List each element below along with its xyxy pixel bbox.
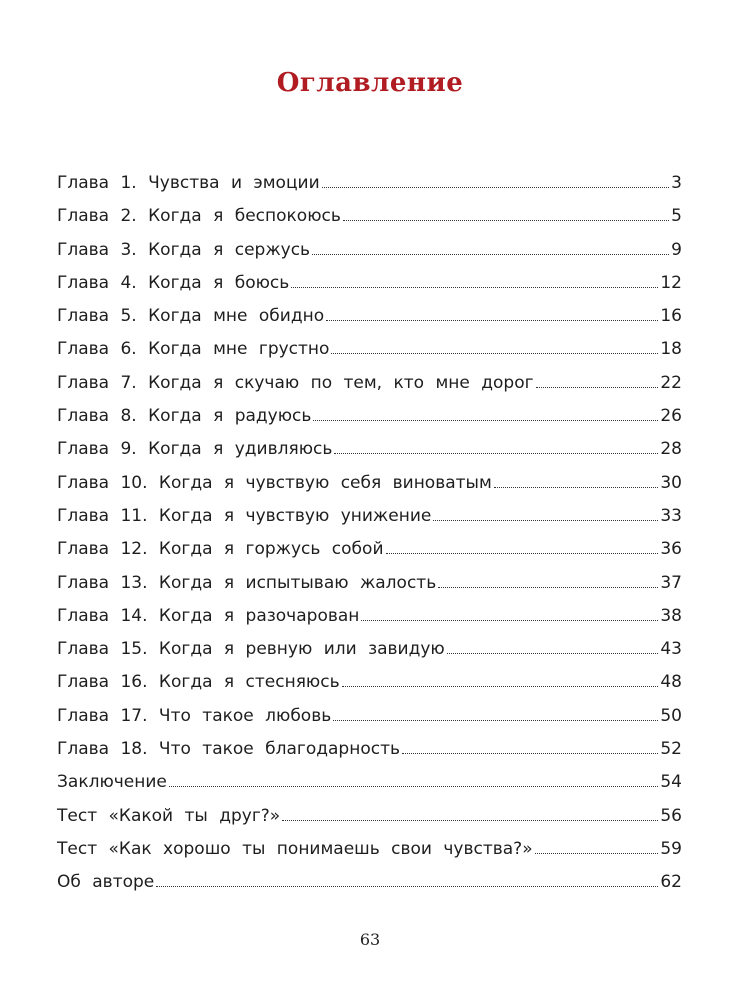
- toc-entry-page: 36: [660, 539, 682, 560]
- dot-leader: [156, 873, 658, 887]
- toc-entry-title: Глава 11. Когда я чувствую унижение: [57, 505, 432, 526]
- toc-entry: [57, 606, 682, 639]
- toc-entry-page: 59: [660, 838, 682, 859]
- toc-entry-title: Глава 3. Когда я сержусь: [57, 239, 311, 260]
- toc-entry-title: Глава 16. Когда я стесняюсь: [57, 672, 340, 693]
- toc-entry: [57, 206, 682, 239]
- dot-leader: [536, 374, 659, 388]
- dot-leader: [386, 540, 659, 554]
- toc-entry-title: Глава 8. Когда я радуюсь: [57, 406, 312, 427]
- dot-leader: [312, 241, 669, 255]
- dot-leader: [334, 440, 658, 454]
- toc-entry-page: 38: [660, 605, 682, 626]
- toc-entry-title: Глава 7. Когда я скучаю по тем, кто мне дорог: [57, 372, 534, 393]
- toc-entry-page: 37: [660, 572, 682, 593]
- toc-entry-title: Глава 4. Когда я боюсь: [57, 272, 290, 293]
- toc-entry-title: Глава 10. Когда я чувствую себя виноватым: [57, 472, 492, 493]
- dot-leader: [322, 174, 670, 188]
- toc-entry: [57, 439, 682, 472]
- toc-entry-page: 54: [660, 772, 682, 793]
- dot-leader: [361, 607, 658, 621]
- toc-entry-title: Тест «Какой ты друг?»: [57, 805, 281, 826]
- dot-leader: [333, 707, 658, 721]
- toc-entry: [57, 506, 682, 539]
- toc-entry: [57, 373, 682, 406]
- toc-entry-page: 56: [660, 805, 682, 826]
- toc-entry: [57, 872, 682, 905]
- toc-entry-title: Глава 13. Когда я испытываю жалость: [57, 572, 437, 593]
- dot-leader: [447, 640, 659, 654]
- toc-entry-page: 62: [660, 872, 682, 893]
- toc-entry-title: Тест «Как хорошо ты понимаешь свои чувства?»: [57, 838, 533, 859]
- toc-entry-title: Глава 18. Что такое благодарность: [57, 739, 400, 760]
- toc-entry-page: 26: [660, 406, 682, 427]
- toc-entry-page: 16: [660, 306, 682, 327]
- toc-entry: [57, 672, 682, 705]
- toc-entry-page: 43: [660, 639, 682, 660]
- dot-leader: [291, 274, 658, 288]
- dot-leader: [343, 207, 669, 221]
- dot-leader: [433, 507, 658, 521]
- toc-entry-page: 28: [660, 439, 682, 460]
- toc-entry-title: Глава 9. Когда я удивляюсь: [57, 439, 333, 460]
- toc-entry: [57, 539, 682, 572]
- toc-entry-page: 52: [660, 739, 682, 760]
- table-of-contents: [57, 173, 682, 906]
- toc-entry: [57, 772, 682, 805]
- toc-entry-title: Заключение: [57, 772, 167, 793]
- toc-entry: [57, 639, 682, 672]
- dot-leader: [169, 773, 658, 787]
- dot-leader: [402, 740, 658, 754]
- toc-entry-page: 3: [671, 173, 682, 193]
- toc-entry-page: 30: [660, 472, 682, 493]
- toc-entry-title: Глава 5. Когда мне обидно: [57, 306, 325, 327]
- toc-entry: [57, 839, 682, 872]
- toc-entry-title: Глава 12. Когда я горжусь собой: [57, 539, 384, 560]
- toc-entry-page: 12: [660, 272, 682, 293]
- toc-entry: [57, 573, 682, 606]
- dot-leader: [535, 840, 659, 854]
- toc-entry-page: 48: [660, 672, 682, 693]
- page-number: 63: [359, 930, 381, 949]
- toc-entry: [57, 339, 682, 372]
- dot-leader: [331, 340, 658, 354]
- dot-leader: [313, 407, 658, 421]
- toc-entry-page: 5: [671, 206, 682, 227]
- toc-entry: [57, 406, 682, 439]
- page-title: Оглавление: [276, 68, 464, 98]
- toc-entry-title: Глава 1. Чувства и эмоции: [57, 173, 320, 193]
- dot-leader: [342, 673, 659, 687]
- toc-entry: [57, 739, 682, 772]
- dot-leader: [494, 474, 659, 488]
- toc-entry: [57, 473, 682, 506]
- toc-entry: [57, 240, 682, 273]
- toc-entry-title: Глава 17. Что такое любовь: [57, 705, 332, 726]
- toc-entry-title: Глава 2. Когда я беспокоюсь: [57, 206, 341, 227]
- toc-entry-page: 9: [671, 239, 682, 260]
- toc-entry-title: Глава 6. Когда мне грустно: [57, 339, 330, 360]
- toc-entry-page: 18: [660, 339, 682, 360]
- dot-leader: [282, 807, 658, 821]
- toc-entry: [57, 306, 682, 339]
- toc-entry: [57, 273, 682, 306]
- toc-entry-page: 50: [660, 705, 682, 726]
- toc-entry-page: 22: [660, 372, 682, 393]
- toc-entry-page: 33: [660, 505, 682, 526]
- toc-entry: [57, 706, 682, 739]
- toc-entry: [57, 173, 682, 206]
- toc-entry-title: Глава 14. Когда я разочарован: [57, 605, 360, 626]
- toc-entry-title: Об авторе: [57, 872, 155, 893]
- dot-leader: [438, 574, 658, 588]
- toc-entry: [57, 806, 682, 839]
- dot-leader: [326, 307, 658, 321]
- toc-entry-title: Глава 15. Когда я ревную или завидую: [57, 639, 445, 660]
